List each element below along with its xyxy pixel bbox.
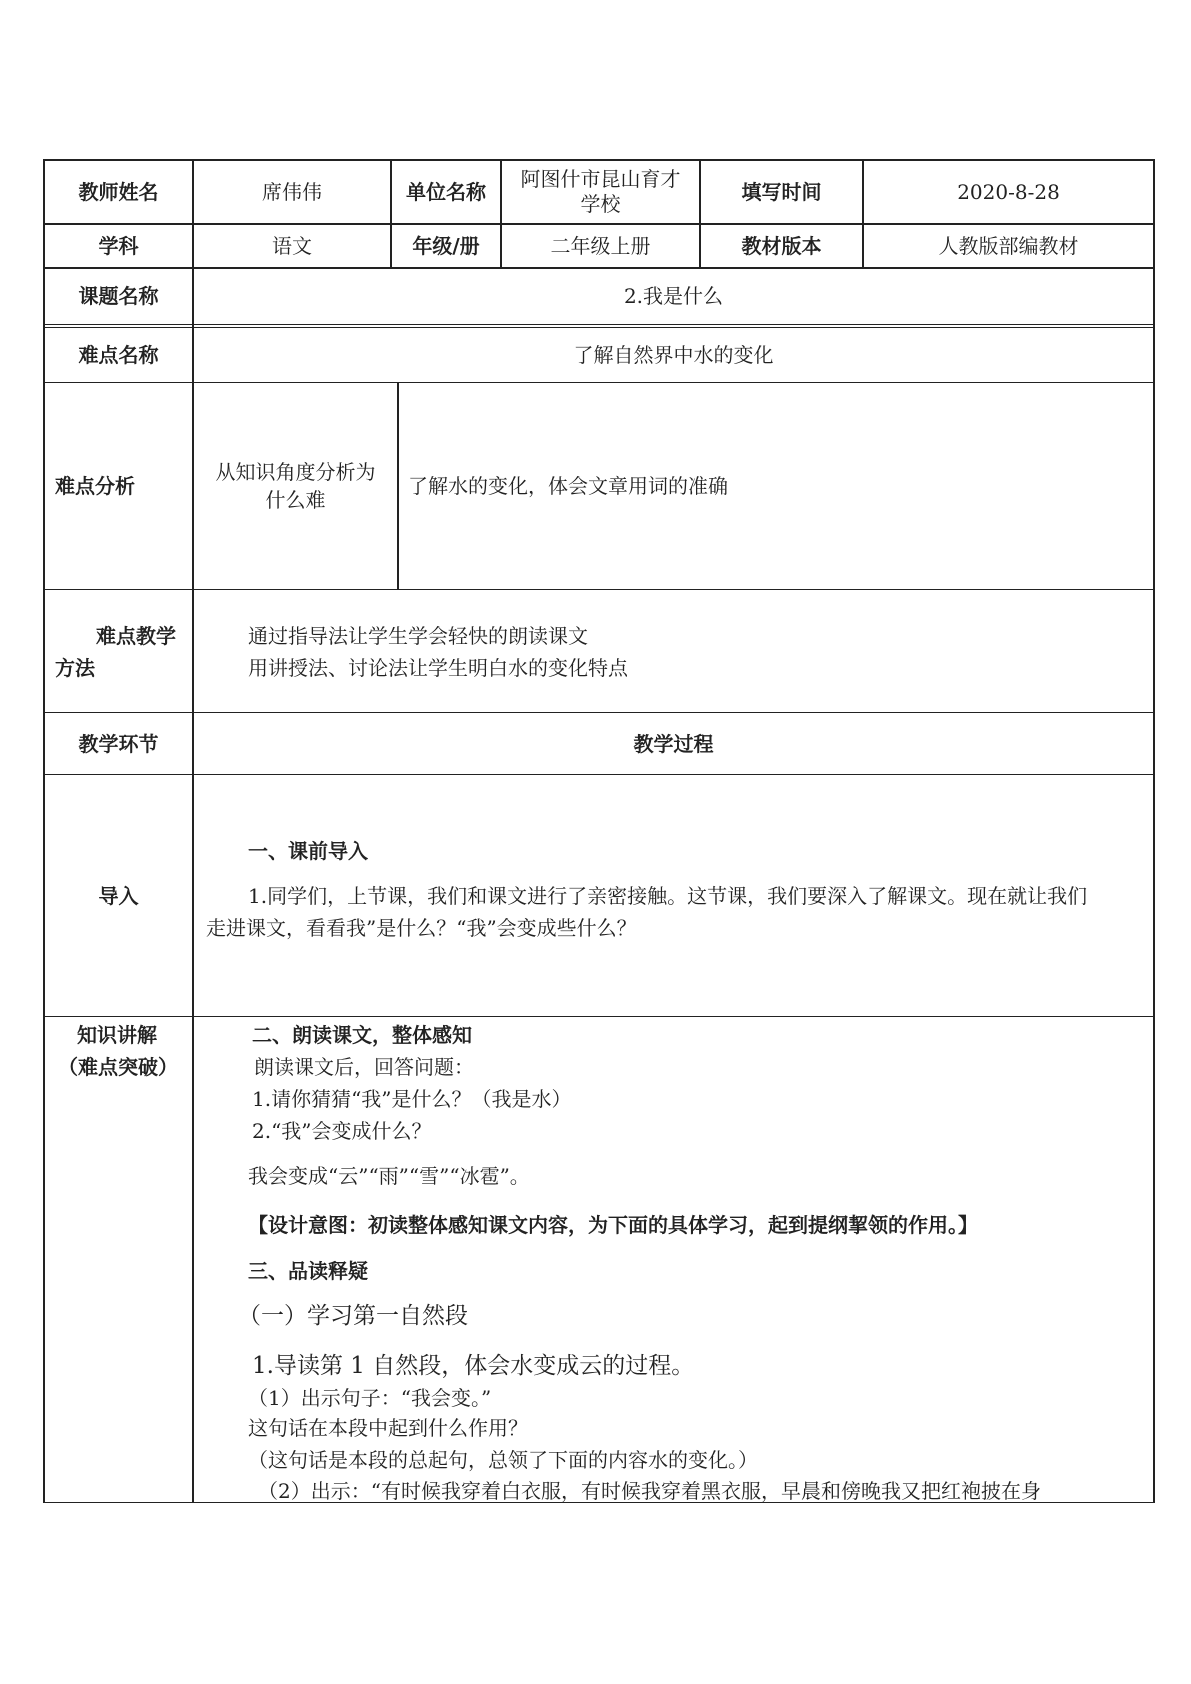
analysis-label: 难点分析 <box>55 474 135 498</box>
knowledge-line-6: （1）出示句子：“我会变。” <box>248 1386 492 1410</box>
unit-value <box>502 160 699 223</box>
knowledge-line-3: 2.“我”会变成什么？ <box>252 1119 432 1143</box>
method-line2: 用讲授法、讨论法让学生明白水的变化特点 <box>248 656 628 680</box>
knowledge-sub1: （一）学习第一自然段 <box>238 1303 468 1329</box>
row-border <box>43 589 1155 590</box>
subject-label: 学科 <box>98 233 139 258</box>
knowledge-label-line1: 知识讲解 <box>77 1023 157 1047</box>
knowledge-line-9: （2）出示：“有时候我穿着白衣服，有时候我穿着黑衣服，早晨和傍晚我又把红袍披在身 <box>258 1479 1041 1503</box>
method-line1: 通过指导法让学生学会轻快的朗读课文 <box>248 624 588 648</box>
grade-label: 年级/册 <box>412 233 480 258</box>
analysis-sublabel-line1: 从知识角度分析为 <box>215 460 376 484</box>
subject-value: 语文 <box>272 233 312 258</box>
knowledge-line-2: 1.请你猜猜“我”是什么？（我是水） <box>252 1087 572 1111</box>
teacher-value: 席伟伟 <box>262 179 322 204</box>
row-border <box>43 774 1155 775</box>
difficulty-label: 难点名称 <box>78 343 159 367</box>
difficulty-value: 了解自然界中水的变化 <box>573 343 774 367</box>
edition-value: 人教版部编教材 <box>938 233 1079 258</box>
knowledge-line-7: 这句话在本段中起到什么作用？ <box>248 1416 528 1440</box>
knowledge-heading2: 二、朗读课文，整体感知 <box>252 1023 472 1047</box>
intro-heading: 一、课前导入 <box>248 839 368 863</box>
knowledge-label-line2: （难点突破） <box>58 1055 178 1079</box>
analysis-sublabel <box>194 383 397 589</box>
row-border <box>43 1016 1155 1017</box>
col-border <box>397 382 399 589</box>
method-label-line2: 方法 <box>55 656 95 680</box>
row-border <box>43 324 1155 325</box>
edition-label: 教材版本 <box>741 233 822 258</box>
knowledge-line-8: （这句话是本段的总起句，总领了下面的内容水的变化。） <box>248 1448 758 1472</box>
intro-line1: 1.同学们，上节课，我们和课文进行了亲密接触。这节课，我们要深入了解课文。现在就让我们 <box>248 884 1088 908</box>
process-label: 教学环节 <box>78 731 159 756</box>
knowledge-line-4: 我会变成“云”“雨”“雪”“冰雹”。 <box>248 1164 530 1188</box>
knowledge-heading3: 三、品读释疑 <box>248 1259 368 1283</box>
unit-value-line2: 学校 <box>580 191 621 216</box>
grade-value: 二年级上册 <box>550 233 651 258</box>
topic-value: 2.我是什么 <box>623 284 724 308</box>
date-label: 填写时间 <box>741 179 822 204</box>
intro-line2: 走进课文，看看我”是什么？“我”会变成些什么？ <box>206 916 637 940</box>
knowledge-line-5: 1.导读第 1 自然段，体会水变成云的过程。 <box>252 1353 695 1379</box>
col-border <box>1153 159 1155 1502</box>
date-value: 2020-8-28 <box>957 179 1060 204</box>
method-label-line1: 难点教学 <box>96 624 176 648</box>
unit-value-line1: 阿图什市昆山育才 <box>520 166 681 191</box>
unit-label: 单位名称 <box>406 179 486 204</box>
knowledge-design-intent: 【设计意图：初读整体感知课文内容，为下面的具体学习，起到提纲挈领的作用。】 <box>248 1213 978 1237</box>
topic-label: 课题名称 <box>78 284 159 308</box>
intro-label: 导入 <box>98 883 139 908</box>
knowledge-line-1: 朗读课文后，回答问题： <box>254 1055 474 1079</box>
analysis-sublabel-line2: 什么难 <box>265 488 326 512</box>
analysis-value: 了解水的变化，体会文章用词的准确 <box>408 474 728 498</box>
process-title: 教学过程 <box>633 731 714 756</box>
teacher-label: 教师姓名 <box>78 179 159 204</box>
